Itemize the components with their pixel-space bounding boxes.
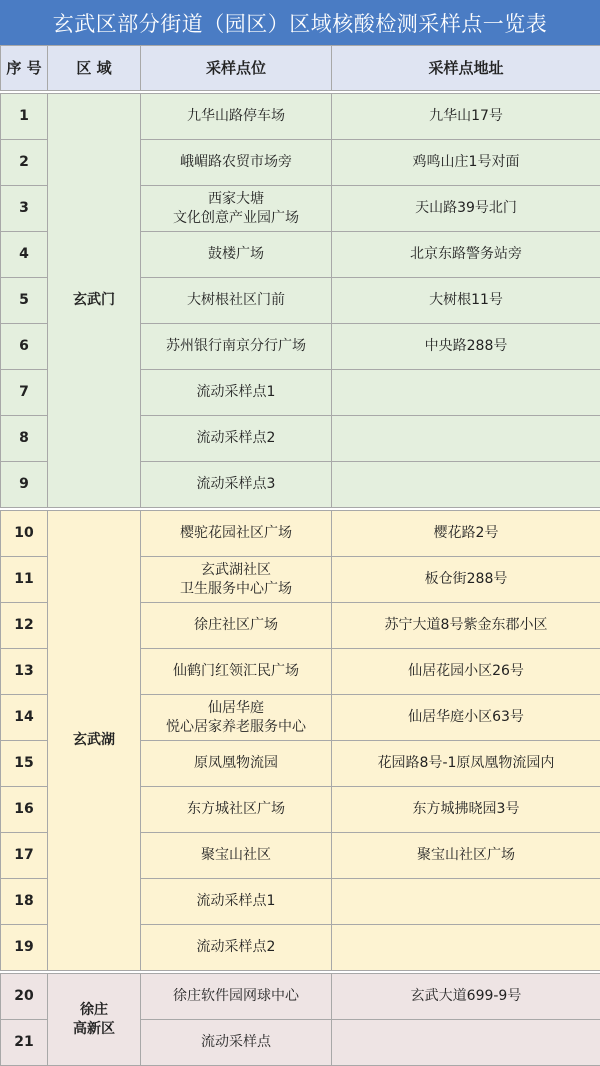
row-number: 21	[1, 1020, 48, 1066]
table-row	[1, 94, 600, 140]
row-number: 15	[1, 741, 48, 787]
row-number: 9	[1, 462, 48, 508]
row-number: 4	[1, 232, 48, 278]
row-number: 11	[1, 557, 48, 603]
site-name-line: 徐庄社区广场	[145, 616, 327, 635]
site-address: 樱花路2号	[332, 511, 600, 557]
site-name-line: 樱驼花园社区广场	[145, 524, 327, 543]
site-name-line: 玄武湖社区	[145, 561, 327, 580]
site-name	[141, 94, 332, 140]
site-name-line: 悦心居家养老服务中心	[145, 718, 327, 737]
row-number: 12	[1, 603, 48, 649]
site-address	[332, 416, 600, 462]
site-name	[141, 649, 332, 695]
row-number: 6	[1, 324, 48, 370]
site-name-line: 流动采样点3	[145, 475, 327, 494]
site-name-line: 文化创意产业园广场	[145, 209, 327, 228]
site-name	[141, 370, 332, 416]
site-address: 聚宝山社区广场	[332, 833, 600, 879]
site-name-line: 仙居华庭	[145, 699, 327, 718]
site-name-line: 鼓楼广场	[145, 245, 327, 264]
row-number: 13	[1, 649, 48, 695]
row-number: 5	[1, 278, 48, 324]
header-address: 采样点地址	[332, 46, 600, 91]
header-site: 采样点位	[141, 46, 332, 91]
site-name-line: 流动采样点1	[145, 383, 327, 402]
site-address	[332, 462, 600, 508]
site-address: 仙居花园小区26号	[332, 649, 600, 695]
site-address: 中央路288号	[332, 324, 600, 370]
site-name-line: 西家大塘	[145, 190, 327, 209]
area-name-line: 徐庄	[52, 1001, 136, 1020]
row-number: 20	[1, 974, 48, 1020]
site-address: 苏宁大道8号紫金东郡小区	[332, 603, 600, 649]
row-number: 17	[1, 833, 48, 879]
sampling-sites-table	[0, 45, 600, 1066]
area-name	[48, 94, 141, 508]
site-name	[141, 1020, 332, 1066]
site-address: 板仓街288号	[332, 557, 600, 603]
row-number: 18	[1, 879, 48, 925]
site-name-line: 卫生服务中心广场	[145, 580, 327, 599]
site-address: 天山路39号北门	[332, 186, 600, 232]
site-name	[141, 925, 332, 971]
site-name-line: 苏州银行南京分行广场	[145, 337, 327, 356]
site-name-line: 聚宝山社区	[145, 846, 327, 865]
site-name-line: 大树根社区门前	[145, 291, 327, 310]
area-name-line: 玄武门	[52, 291, 136, 310]
site-name-line: 九华山路停车场	[145, 107, 327, 126]
row-number: 3	[1, 186, 48, 232]
site-name	[141, 879, 332, 925]
site-name	[141, 462, 332, 508]
area-name	[48, 974, 141, 1066]
site-address: 大树根11号	[332, 278, 600, 324]
site-name	[141, 741, 332, 787]
site-name	[141, 787, 332, 833]
table-body	[1, 91, 600, 1066]
site-name-line: 流动采样点2	[145, 938, 327, 957]
table-row	[1, 974, 600, 1020]
site-name	[141, 324, 332, 370]
site-name	[141, 511, 332, 557]
row-number: 10	[1, 511, 48, 557]
area-name-line: 高新区	[52, 1020, 136, 1039]
row-number: 7	[1, 370, 48, 416]
site-name-line: 峨嵋路农贸市场旁	[145, 153, 327, 172]
site-name-line: 东方城社区广场	[145, 800, 327, 819]
area-name	[48, 511, 141, 971]
site-name-line: 流动采样点2	[145, 429, 327, 448]
site-name	[141, 974, 332, 1020]
page-title: 玄武区部分街道（园区）区域核酸检测采样点一览表	[0, 0, 600, 45]
site-name-line: 徐庄软件园网球中心	[145, 987, 327, 1006]
site-address: 花园路8号-1原凤凰物流园内	[332, 741, 600, 787]
site-name	[141, 186, 332, 232]
site-address: 九华山17号	[332, 94, 600, 140]
row-number: 19	[1, 925, 48, 971]
site-name-line: 流动采样点1	[145, 892, 327, 911]
site-address: 仙居华庭小区63号	[332, 695, 600, 741]
site-address: 鸡鸣山庄1号对面	[332, 140, 600, 186]
site-address	[332, 925, 600, 971]
row-number: 14	[1, 695, 48, 741]
row-number: 2	[1, 140, 48, 186]
site-address: 玄武大道699-9号	[332, 974, 600, 1020]
row-number: 8	[1, 416, 48, 462]
table-row	[1, 511, 600, 557]
site-name	[141, 833, 332, 879]
table-header-row	[1, 46, 600, 91]
row-number: 1	[1, 94, 48, 140]
site-address: 东方城拂晓园3号	[332, 787, 600, 833]
header-area: 区 域	[48, 46, 141, 91]
site-name-line: 流动采样点	[145, 1033, 327, 1052]
row-number: 16	[1, 787, 48, 833]
site-name	[141, 140, 332, 186]
site-address	[332, 1020, 600, 1066]
site-name-line: 仙鹤门红领汇民广场	[145, 662, 327, 681]
site-name	[141, 278, 332, 324]
site-name	[141, 557, 332, 603]
site-address: 北京东路警务站旁	[332, 232, 600, 278]
header-index: 序 号	[1, 46, 48, 91]
site-name	[141, 232, 332, 278]
site-address	[332, 370, 600, 416]
site-name	[141, 695, 332, 741]
site-name	[141, 603, 332, 649]
site-name-line: 原凤凰物流园	[145, 754, 327, 773]
site-name	[141, 416, 332, 462]
site-address	[332, 879, 600, 925]
area-name-line: 玄武湖	[52, 731, 136, 750]
